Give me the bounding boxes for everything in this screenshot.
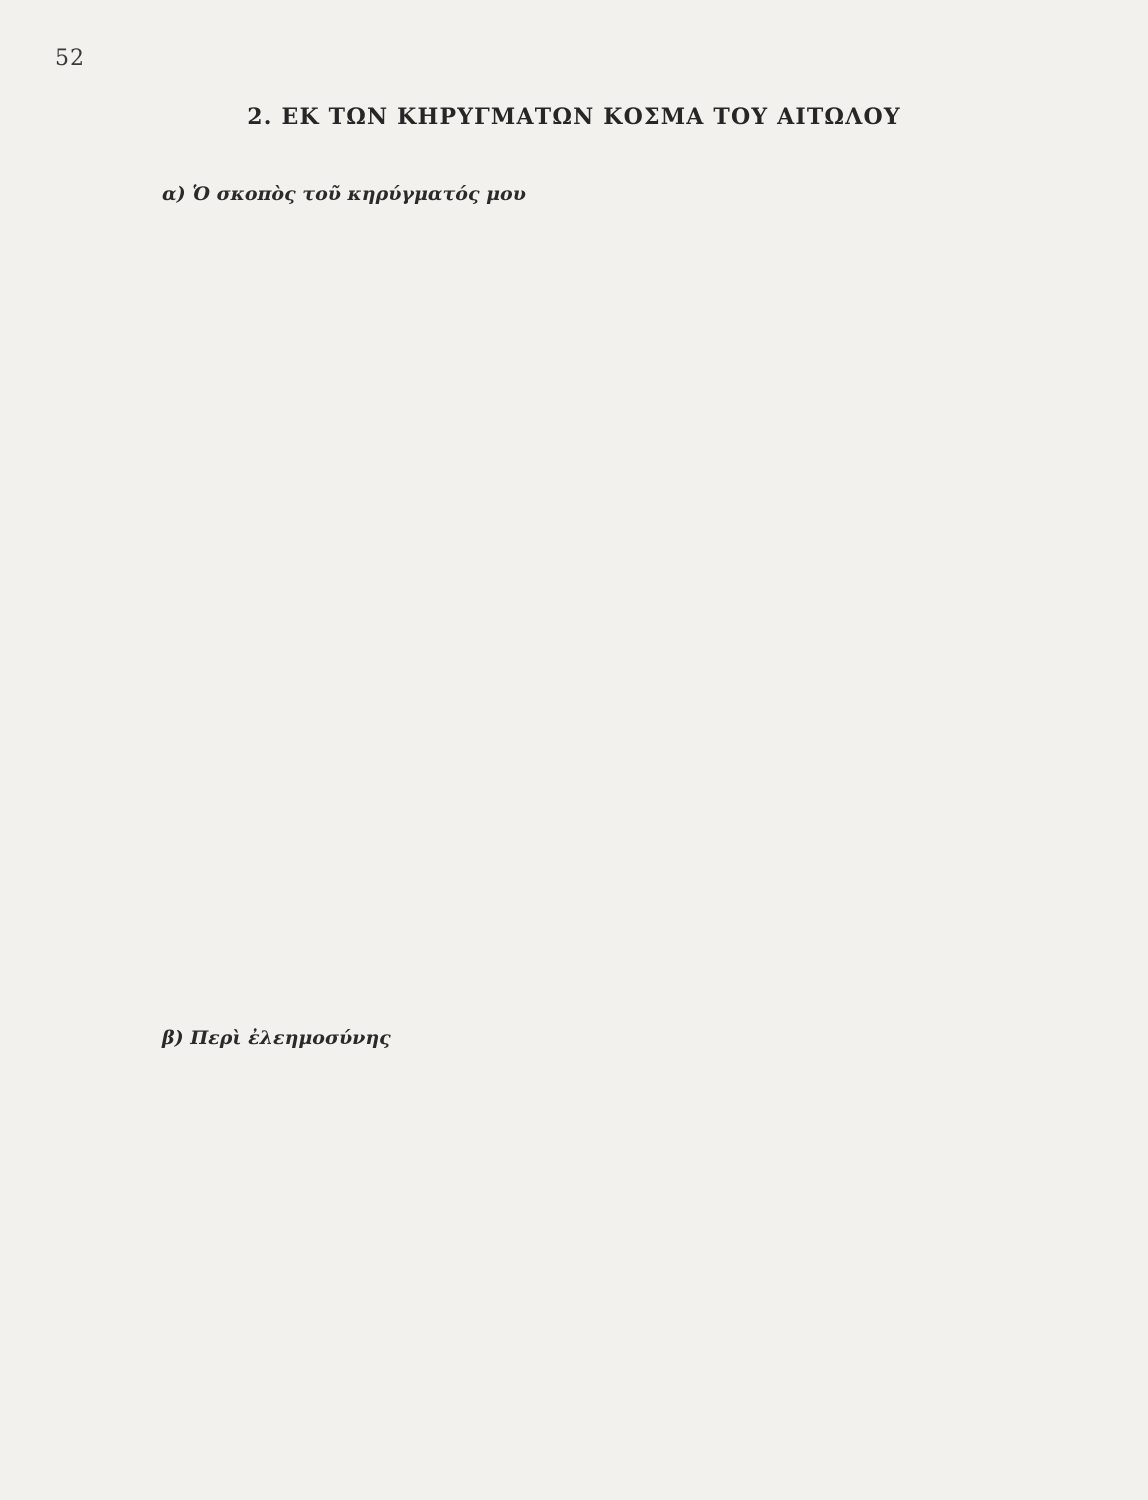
page-number: 52 bbox=[55, 46, 85, 71]
section-heading-a: α) Ὁ σκοπὸς τοῦ κηρύγματός μου bbox=[162, 183, 526, 205]
page-title: 2. ΕΚ ΤΩΝ ΚΗΡΥΓΜΑΤΩΝ ΚΟΣΜΑ ΤΟΥ ΑΙΤΩΛΟΥ bbox=[247, 104, 901, 130]
section-heading-b: β) Περὶ ἐλεημοσύνης bbox=[162, 1027, 391, 1049]
